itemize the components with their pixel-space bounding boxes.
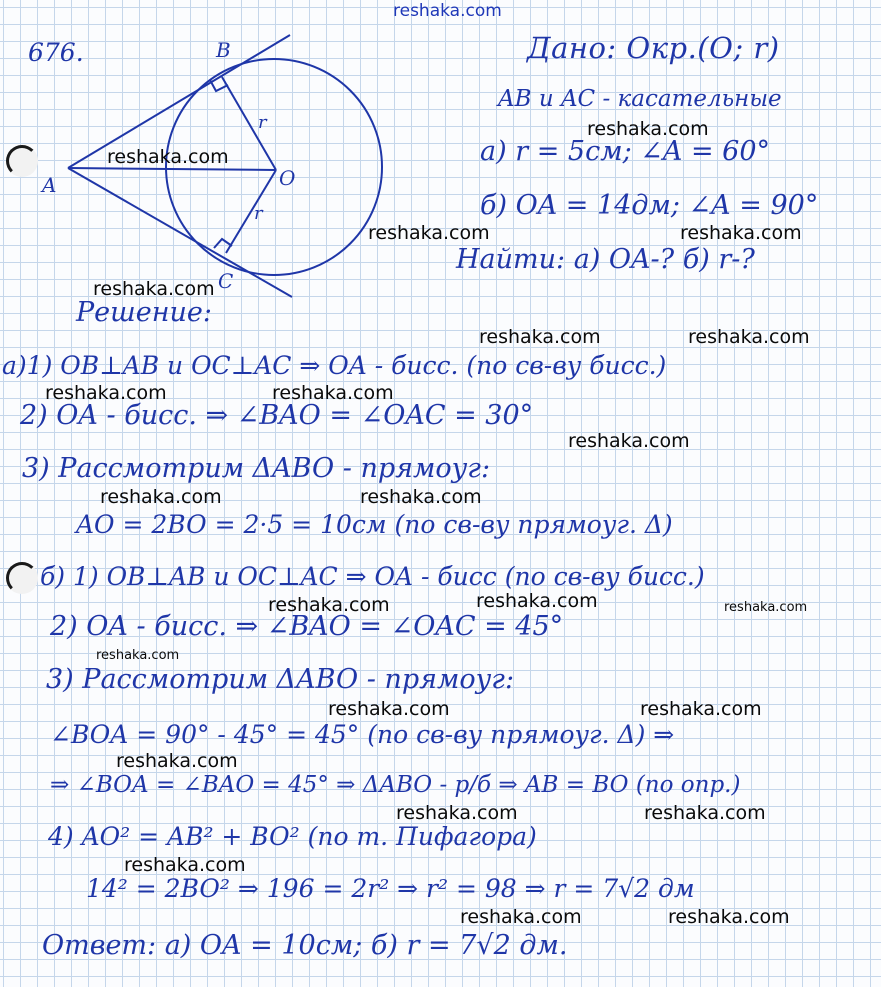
binder-hole <box>6 562 38 594</box>
watermark-small: reshaka.com <box>96 648 180 663</box>
watermark: reshaka.com <box>100 486 222 508</box>
part-b-line-5: ⇒ ∠BOA = ∠BAO = 45° ⇒ ΔABO - р/б ⇒ AB = BO (по опр.) <box>50 772 741 798</box>
label-B: B <box>216 38 231 62</box>
radius-OB <box>222 77 276 170</box>
part-a-line-1: а)1) OB⊥AB и OC⊥AC ⇒ OA - бисс. (по св-ву бисс.) <box>2 351 667 380</box>
watermark: reshaka.com <box>328 698 450 720</box>
part-b-line-4: ∠BOA = 90° - 45° = 45° (по св-ву прямоуг. Δ) ⇒ <box>50 720 675 749</box>
watermark: reshaka.com <box>688 326 810 348</box>
watermark: reshaka.com <box>124 854 246 876</box>
part-a-line-4: AO = 2BO = 2·5 = 10см (по св-ву прямоуг. Δ) <box>76 510 673 539</box>
solution-title: Решение: <box>76 297 212 328</box>
watermark: reshaka.com <box>116 750 238 772</box>
watermark: reshaka.com <box>668 906 790 928</box>
watermark: reshaka.com <box>368 222 490 244</box>
watermark: reshaka.com <box>479 326 601 348</box>
part-b-line-7: 14² = 2BO² ⇒ 196 = 2r² ⇒ r² = 98 ⇒ r = 7√2 дм <box>86 874 695 903</box>
part-a-line-2: 2) OA - бисс. ⇒ ∠BAO = ∠OAC = 30° <box>20 400 534 431</box>
label-A: A <box>42 173 57 197</box>
watermark: reshaka.com <box>460 906 582 928</box>
radius-OC <box>226 170 276 253</box>
watermark: reshaka.com <box>568 430 690 452</box>
watermark: reshaka.com <box>93 278 215 300</box>
answer-line: Ответ: а) OA = 10см; б) r = 7√2 дм. <box>42 930 568 961</box>
part-b-line-6: 4) AO² = AB² + BO² (по т. Пифагора) <box>48 822 537 851</box>
watermark: reshaka.com <box>396 802 518 824</box>
watermark: reshaka.com <box>107 146 229 168</box>
watermark: reshaka.com <box>680 222 802 244</box>
watermark: reshaka.com <box>644 802 766 824</box>
watermark: reshaka.com <box>640 698 762 720</box>
part-b-line-2: 2) OA - бисс. ⇒ ∠BAO = ∠OAC = 45° <box>50 611 564 642</box>
watermark-small: reshaka.com <box>724 600 808 615</box>
given-line-3: а) r = 5см; ∠A = 60° <box>480 136 771 167</box>
label-C: C <box>218 269 234 293</box>
watermark: reshaka.com <box>45 382 167 404</box>
given-line-2: AB и AC - касательные <box>498 86 782 112</box>
watermark: reshaka.com <box>476 590 598 612</box>
part-b-line-3: 3) Рассмотрим ΔABO - прямоуг: <box>46 664 515 695</box>
find-line: Найти: а) OA-? б) r-? <box>456 244 755 275</box>
watermark: reshaka.com <box>272 382 394 404</box>
problem-number: 676. <box>28 38 84 67</box>
watermark: reshaka.com <box>360 486 482 508</box>
label-r-bottom: r <box>254 203 263 224</box>
part-b-line-1: б) 1) OB⊥AB и OC⊥AC ⇒ OA - бисс (по св-ву бисс.) <box>40 562 705 591</box>
watermark: reshaka.com <box>587 118 709 140</box>
label-r-top: r <box>258 112 267 133</box>
watermark: reshaka.com <box>268 594 390 616</box>
label-O: O <box>279 166 296 190</box>
watermark-top: reshaka.com <box>393 1 502 21</box>
segment-AO <box>68 168 276 170</box>
given-line-4: б) OA = 14дм; ∠A = 90° <box>480 190 819 221</box>
given-line-1: Дано: Окр.(O; r) <box>527 31 780 65</box>
part-a-line-3: 3) Рассмотрим ΔABO - прямоуг: <box>22 453 491 484</box>
